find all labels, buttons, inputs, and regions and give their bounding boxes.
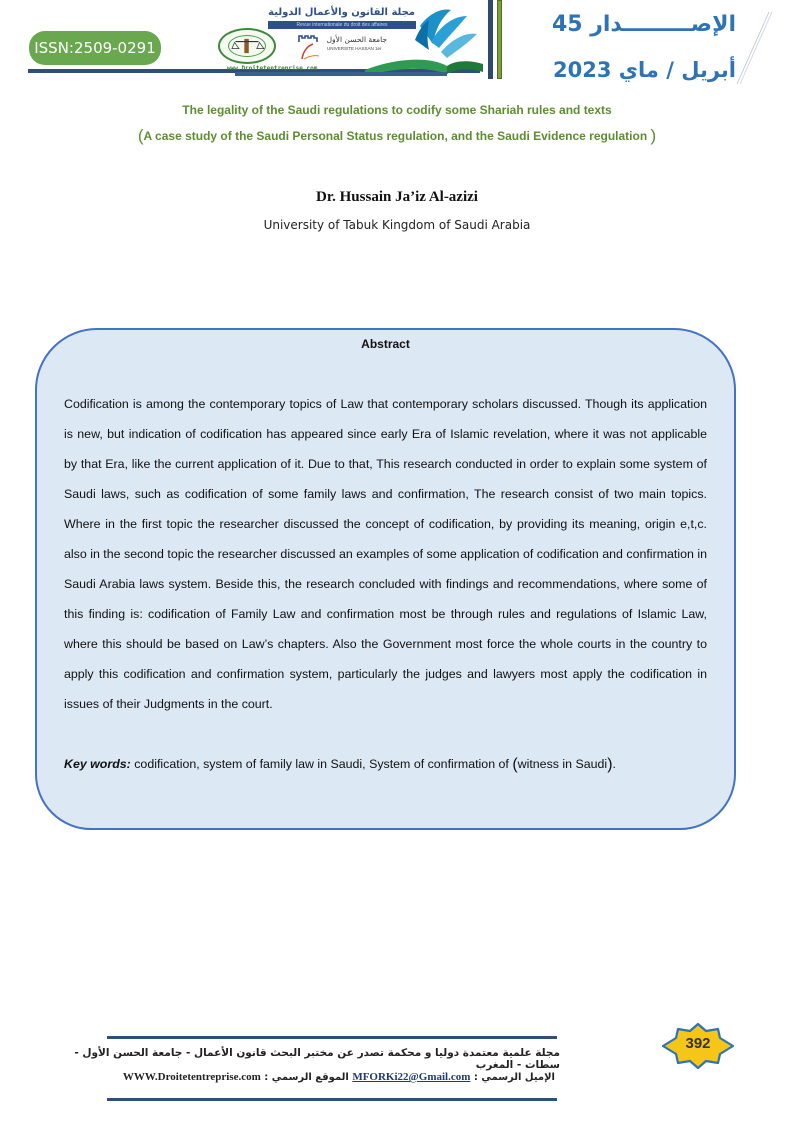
issue-date: أبريل / ماي 2023 — [553, 58, 736, 82]
abstract-box — [35, 328, 736, 830]
footer-email-link[interactable]: MFORKi22@Gmail.com — [352, 1071, 471, 1083]
journal-logo — [215, 4, 485, 76]
logo-website: www.Droitetentreprise.com — [227, 65, 318, 72]
keywords-text: codification, system of family law in Saudi, System of confirmation of — [130, 757, 513, 771]
keywords-label: Key words: — [64, 757, 131, 771]
subtitle-text: A case study of the Saudi Personal Status regulation, and the Saudi Evidence regulation — [143, 129, 651, 143]
header-divider-green — [497, 0, 502, 79]
keywords-end: . — [612, 757, 616, 771]
footer-contact — [90, 1071, 555, 1083]
footer-rule-bottom — [107, 1098, 557, 1101]
footer-website-label: : الموقع الرسمي — [260, 1072, 353, 1083]
issue-number: الإصـــــــــدار 45 — [551, 12, 736, 37]
footer-email-label: : الإميل الرسمي — [470, 1072, 555, 1083]
university-castle-icon — [297, 34, 319, 60]
subtitle-paren-close: ) — [650, 126, 657, 145]
decorative-diagonal-lines — [735, 10, 775, 90]
journal-name-ar: مجلة القانون والأعمال الدولية — [268, 7, 415, 18]
journal-name-fr: Revue internationale du droit des affaires — [268, 21, 416, 29]
keywords — [64, 756, 707, 774]
article-title: The legality of the Saudi regulations to codify some Shariah rules and texts — [182, 103, 612, 117]
subtitle-paren-open: ( — [137, 126, 144, 145]
footer-rule-top — [107, 1036, 557, 1039]
abstract-body: Codification is among the contemporary topics of Law that contemporary scholars discussed. Though its application is new, but indication of codification has appeared since early Era of Islamic revelation, where it was not applicable by that Era, like the current application of it. Due to that, This research conducted in order to explain some system of Saudi laws, such as codification of some family laws and confirmation, The research consist of two main topics. Where in the first topic the researcher discussed the concept of codification, by providing its meaning, origin e,t,c. also in the second topic the researcher discussed an examples of some application of codification and confirmation in Saudi Arabia laws system. Beside this, the research concluded with findings and recommendations, where some of this finding is: codification of Family Law and confirmation most be through rules and regulations of Islamic Law, where this should be based on Law’s chapters. Also the Government most force the whole courts in the country to apply this codification and confirmation system, particularly the judges and lawyers most apply the codification in issues of their Judgments in the court. — [64, 397, 707, 711]
article-subtitle — [40, 126, 754, 146]
footer-website[interactable]: WWW.Droitetentreprise.com — [122, 1071, 261, 1083]
page-number: 392 — [685, 1035, 711, 1052]
university-name-ar: جامعة الحسن الأول — [326, 35, 387, 44]
header-divider-blue — [488, 0, 493, 79]
lab-seal-icon — [218, 28, 276, 64]
issn-badge: ISSN:2509-0291 — [29, 31, 161, 65]
keywords-paren-close: ) — [607, 756, 613, 773]
footer-journal-description: مجلة علمية معتمدة دوليا و محكمة تصدر عن مختبر البحث قانون الأعمال - جامعة الحسن الأول - سطات - المغرب — [74, 1047, 560, 1071]
keywords-paren-text: witness in Saudi — [517, 757, 608, 771]
university-name-fr: UNIVERSITE HASSAN 1er — [327, 46, 382, 51]
author-affiliation: University of Tabuk Kingdom of Saudi Arabia — [263, 218, 531, 232]
abstract-heading: Abstract — [361, 337, 410, 351]
keywords-paren-open: ( — [512, 756, 518, 773]
author-name: Dr. Hussain Ja’iz Al-azizi — [316, 189, 478, 205]
